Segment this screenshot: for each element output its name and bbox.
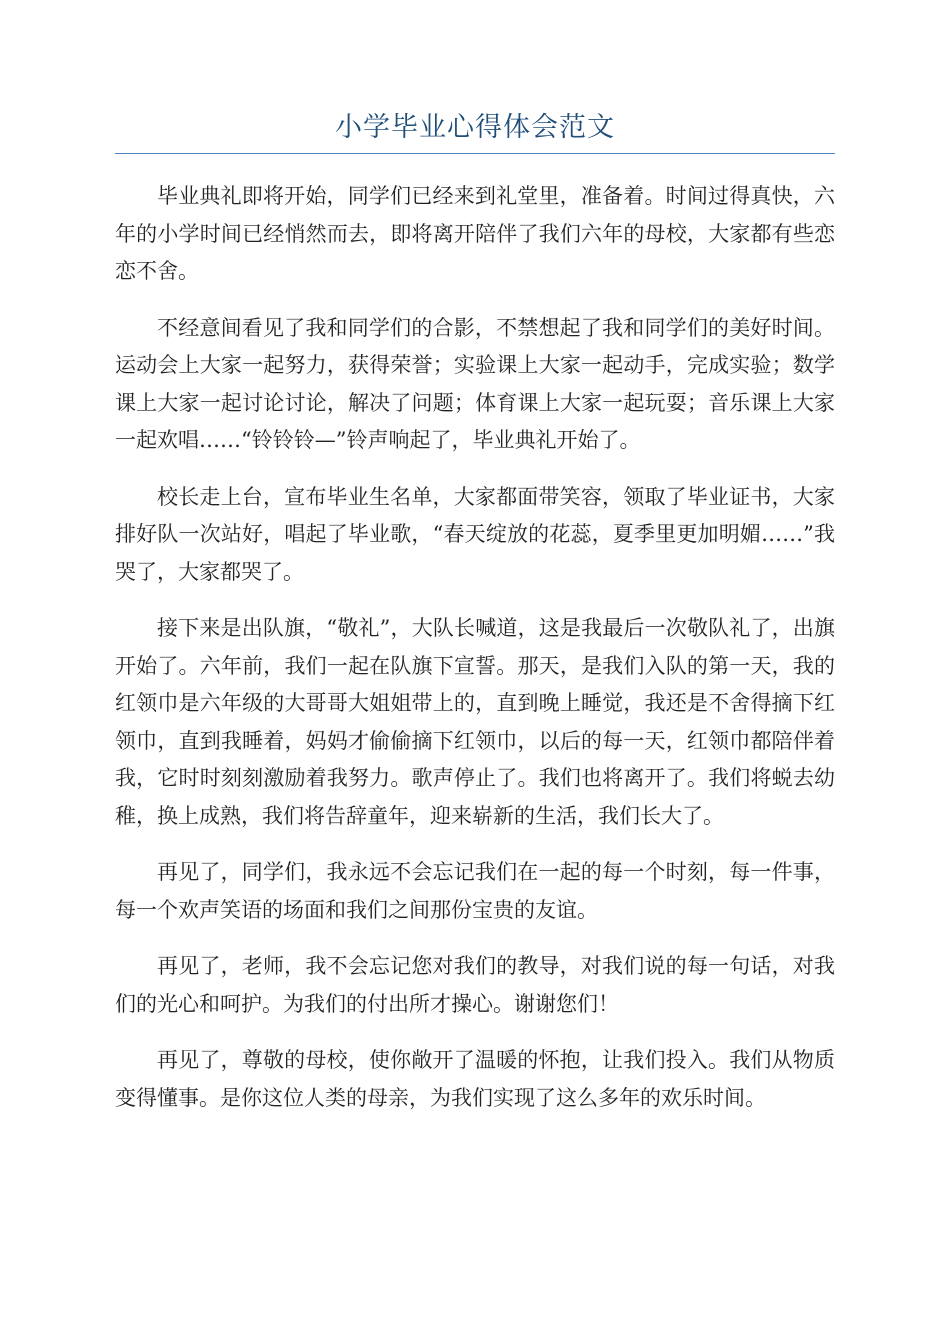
paragraph-4: 接下来是出队旗，“敬礼”，大队长喊道，这是我最后一次敬队礼了，出旗开始了。六年前，我们一起在队旗下宣誓。那天，是我们入队的第一天，我的红领巾是六年级的大哥哥大姐姐带上的，直到晚上睡觉，我还是不舍得摘下红领巾，直到我睡着，妈妈才偷偷摘下红领巾，以后的每一天，红领巾都陪伴着我，它时时刻刻激励着我努力。歌声停止了。我们也将离开了。我们将蜕去幼稚，换上成熟，我们将告辞童年，迎来崭新的生活，我们长大了。: [115, 616, 835, 828]
paragraph-5: 再见了，同学们，我永远不会忘记我们在一起的每一个时刻，每一件事，每一个欢声笑语的场面和我们之间那份宝贵的友谊。: [115, 860, 835, 922]
paragraph-3: 校长走上台，宣布毕业生名单，大家都面带笑容，领取了毕业证书，大家排好队一次站好，唱起了毕业歌，“春天绽放的花蕊，夏季里更加明媚……”我哭了，大家都哭了。: [115, 484, 835, 584]
title-underline: [115, 153, 835, 154]
paragraph-1: 毕业典礼即将开始，同学们已经来到礼堂里，准备着。时间过得真快，六年的小学时间已经悄然而去，即将离开陪伴了我们六年的母校，大家都有些恋恋不舍。: [115, 184, 835, 283]
document-body: [115, 178, 835, 1136]
paragraph-6: 再见了，老师，我不会忘记您对我们的教导，对我们说的每一句话，对我们的光心和呵护。为我们的付出所才操心。谢谢您们！: [115, 954, 835, 1016]
paragraph-7: 再见了，尊敬的母校，使你敞开了温暖的怀抱，让我们投入。我们从物质变得懂事。是你这位人类的母亲，为我们实现了这么多年的欢乐时间。: [115, 1048, 835, 1110]
paragraph-2: 不经意间看见了我和同学们的合影，不禁想起了我和同学们的美好时间。运动会上大家一起努力，获得荣誉；实验课上大家一起动手，完成实验；数学课上大家一起讨论讨论，解决了问题；体育课上大家一起玩耍；音乐课上大家一起欢唱……“铃铃铃—”铃声响起了，毕业典礼开始了。: [115, 315, 835, 452]
document-title: 小学毕业心得体会范文: [335, 112, 615, 143]
